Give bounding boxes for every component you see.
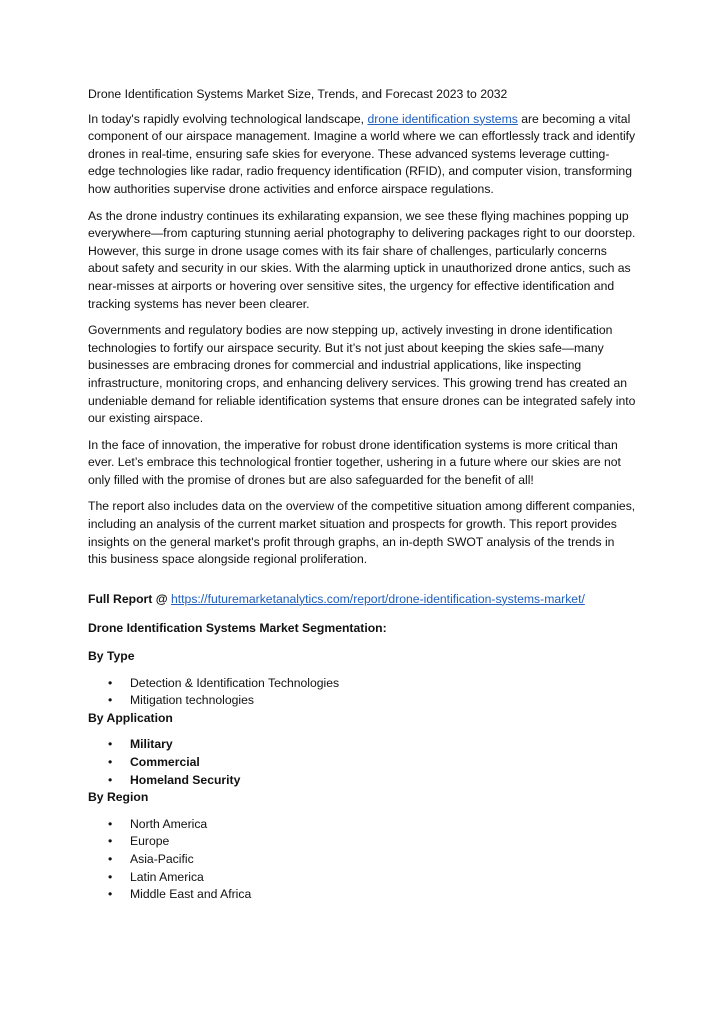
by-application-heading: By Application <box>88 710 173 725</box>
list-item <box>108 816 636 834</box>
list-item <box>108 675 636 693</box>
segmentation-heading: Drone Identification Systems Market Segmentation: <box>88 621 387 636</box>
list-item-text: Latin America <box>130 869 204 884</box>
list-item <box>108 692 636 710</box>
intro-text-before-link: In today's rapidly evolving technological landscape, <box>88 111 368 126</box>
bullet-icon: • <box>108 737 113 752</box>
bullet-icon: • <box>108 851 113 866</box>
list-item-text: Commercial <box>130 755 200 769</box>
bullet-icon: • <box>108 834 113 849</box>
body-paragraph: As the drone industry continues its exhilarating expansion, we see these flying machines popping up everywhere—from capturing stunning aerial photography to delivering packages right to our doorstep. However, this surge in drone usage comes with its fair share of challenges, particularly concerns about safety and security in our skies. With the alarming uptick in unauthorized drone antics, such as near-misses at airports or hovering over sensitive sites, the urgency for effective identification and tracking systems has never been clearer. <box>88 208 636 311</box>
list-item <box>108 736 636 754</box>
list-item-text: North America <box>130 816 208 831</box>
body-paragraph: In the face of innovation, the imperative for robust drone identification systems is more critical than ever. Let’s embrace this technological frontier together, ushering in a future where our skies are not only filled with the promise of drones but are also safeguarded for the benefit of all! <box>88 437 621 487</box>
list-item <box>108 754 636 772</box>
bullet-icon: • <box>108 772 113 787</box>
bullet-icon: • <box>108 755 113 769</box>
full-report-link[interactable]: https://futuremarketanalytics.com/report/drone-identification-systems-market/ <box>170 591 585 606</box>
bullet-icon: • <box>108 816 113 831</box>
bullet-icon: • <box>108 675 113 690</box>
document-page <box>88 86 636 904</box>
drone-identification-systems-link[interactable]: drone identification systems <box>367 111 518 126</box>
bullet-icon: • <box>108 869 113 884</box>
full-report-label: Full Report @ <box>88 591 171 606</box>
list-item-text: Middle East and Africa <box>130 887 252 902</box>
by-region-heading: By Region <box>88 790 149 805</box>
by-type-heading: By Type <box>88 649 135 664</box>
list-item <box>108 886 636 904</box>
list-item-text: Military <box>130 737 173 752</box>
intro-text-after-link: are becoming a vital component of our airspace management. Imagine a world where we can effortlessly track and identify drones in real-time, ensuring safe skies for everyone. These advanced systems leverage cutting-edge technologies like radar, radio frequency identification (RFID), and computer vision, transforming how authorities supervise drone activities and enforce airspace regulations. <box>88 111 636 196</box>
body-paragraph: Governments and regulatory bodies are now stepping up, actively investing in drone identification technologies to fortify our airspace security. But it’s not just about keeping the skies safe—many businesses are embracing drones for commercial and industrial applications, like inspecting infrastructure, monitoring crops, and enhancing delivery services. This growing trend has created an undeniable demand for reliable identification systems that ensure drones can be integrated safely into our existing airspace. <box>88 323 636 426</box>
list-item-text: Mitigation technologies <box>130 693 254 708</box>
by-region-list <box>88 816 636 904</box>
list-item <box>108 772 636 790</box>
full-report-line <box>88 591 636 609</box>
document-title: Drone Identification Systems Market Size, Trends, and Forecast 2023 to 2032 <box>88 87 508 101</box>
bullet-icon: • <box>108 887 113 902</box>
list-item-text: Europe <box>130 834 170 849</box>
list-item <box>108 851 636 869</box>
list-item-text: Asia-Pacific <box>130 851 194 866</box>
list-item-text: Homeland Security <box>130 772 241 787</box>
by-type-list <box>88 675 636 710</box>
by-application-list <box>88 736 636 789</box>
list-item-text: Detection & Identification Technologies <box>130 675 340 690</box>
list-item <box>108 869 636 887</box>
intro-paragraph <box>88 111 636 199</box>
bullet-icon: • <box>108 693 113 708</box>
body-paragraph: The report also includes data on the overview of the competitive situation among different companies, including an analysis of the current market situation and prospects for growth. This report provides insights on the general market's profit through graphs, an in-depth SWOT analysis of the trends in this business space alongside regional proliferation. <box>88 499 636 567</box>
list-item <box>108 833 636 851</box>
